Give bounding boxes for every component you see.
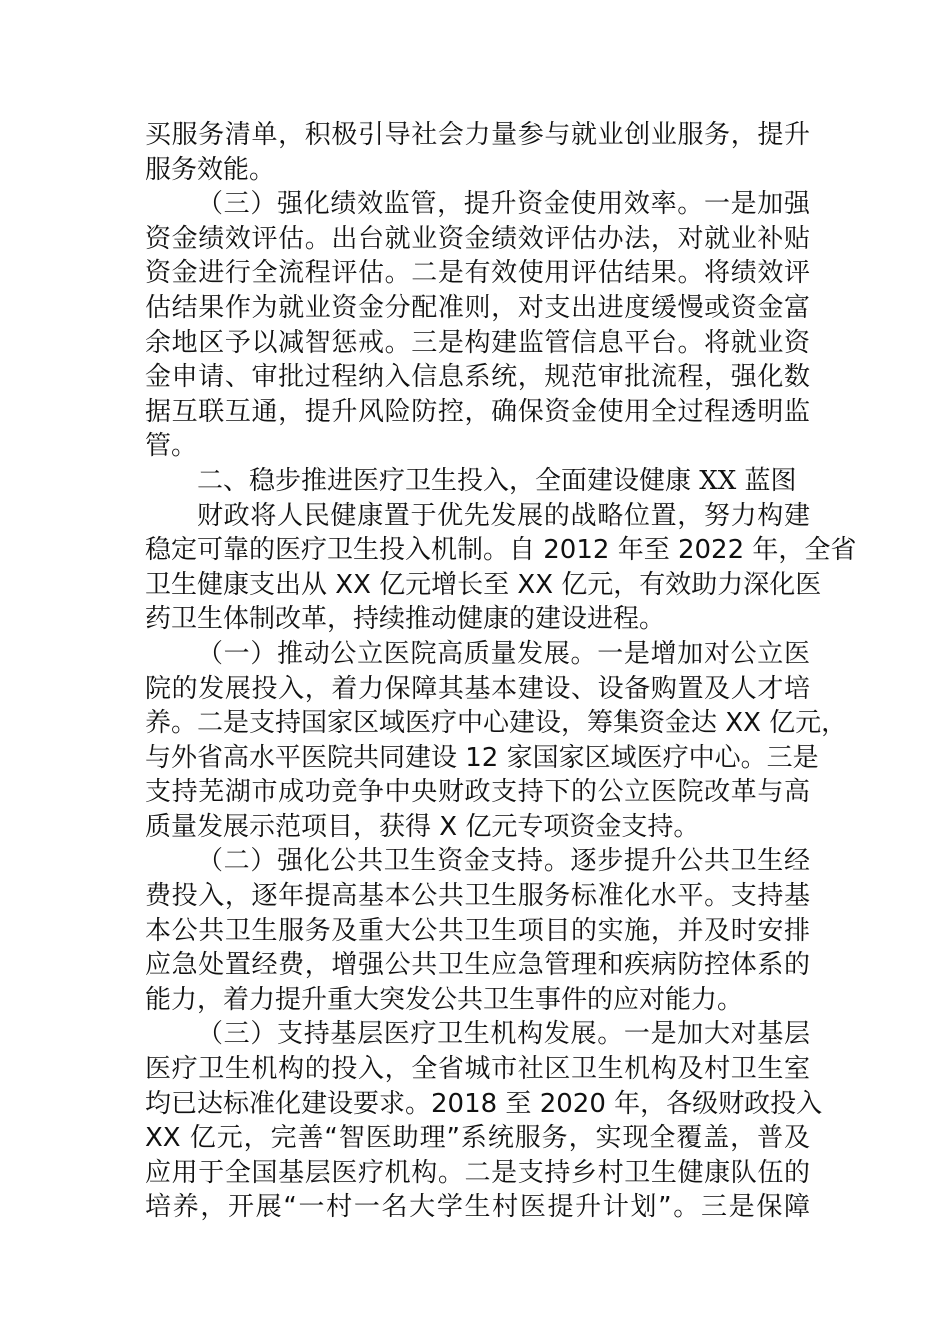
text-line: XX 亿元，完善“智医助理”系统服务，实现全覆盖，普及 (145, 1123, 810, 1154)
text-line: 质量发展示范项目，获得 X 亿元专项资金支持。 (145, 811, 700, 842)
text-line-section-heading: （一）推动公立医院高质量发展。一是增加对公立医 (197, 638, 810, 669)
text-line: 均已达标准化建设要求。2018 至 2020 年，各级财政投入 (145, 1088, 823, 1119)
text-line: 医疗卫生机构的投入，全省城市社区卫生机构及村卫生室 (145, 1054, 810, 1085)
text-line: 药卫生体制改革，持续推动健康的建设进程。 (145, 604, 666, 635)
text-line: 能力，着力提升重大突发公共卫生事件的应对能力。 (145, 984, 744, 1015)
text-line: 金申请、审批过程纳入信息系统，规范审批流程，强化数 (145, 362, 810, 393)
text-line: 费投入，逐年提高基本公共卫生服务标准化水平。支持基 (145, 881, 810, 912)
text-line-section-heading: （三）支持基层医疗卫生机构发展。一是加大对基层 (197, 1019, 810, 1050)
body-text (145, 118, 857, 1225)
text-line: 资金绩效评估。出台就业资金绩效评估办法，对就业补贴 (145, 223, 810, 254)
text-line: 稳定可靠的医疗卫生投入机制。自 2012 年至 2022 年，全省 (145, 535, 857, 566)
text-line: 估结果作为就业资金分配准则，对支出进度缓慢或资金富 (145, 292, 810, 323)
text-line-section-heading: （三）强化绩效监管，提升资金使用效率。一是加强 (197, 189, 810, 220)
text-line: 应急处置经费，增强公共卫生应急管理和疾病防控体系的 (145, 950, 810, 981)
text-line: 财政将人民健康置于优先发展的战略位置，努力构建 (197, 500, 810, 531)
text-line: 与外省高水平医院共同建设 12 家国家区域医疗中心。三是 (145, 742, 819, 773)
text-line: 养。二是支持国家区域医疗中心建设，筹集资金达 XX 亿元， (145, 708, 848, 739)
text-line: 据互联互通，提升风险防控，确保资金使用全过程透明监 (145, 396, 810, 427)
text-line: 本公共卫生服务及重大公共卫生项目的实施，并及时安排 (145, 915, 810, 946)
text-line-section-heading: （二）强化公共卫生资金支持。逐步提升公共卫生经 (197, 846, 810, 877)
text-line: 管。 (145, 431, 198, 462)
text-line: 培养，开展“一村一名大学生村医提升计划”。三是保障 (145, 1192, 810, 1223)
text-line: 余地区予以减智惩戒。三是构建监管信息平台。将就业资 (145, 327, 810, 358)
text-line: 院的发展投入，着力保障其基本建设、设备购置及人才培 (145, 673, 810, 704)
text-line: 应用于全国基层医疗机构。二是支持乡村卫生健康队伍的 (145, 1157, 810, 1188)
text-line: 卫生健康支出从 XX 亿元增长至 XX 亿元，有效助力深化医 (145, 569, 822, 600)
text-line: 资金进行全流程评估。二是有效使用评估结果。将绩效评 (145, 258, 810, 289)
chapter-heading: 二、稳步推进医疗卫生投入，全面建设健康 XX 蓝图 (197, 465, 797, 496)
text-line: 买服务清单，积极引导社会力量参与就业创业服务，提升 (145, 120, 810, 150)
text-line: 服务效能。 (145, 154, 276, 185)
text-line: 支持芜湖市成功竞争中央财政支持下的公立医院改革与高 (145, 777, 810, 808)
